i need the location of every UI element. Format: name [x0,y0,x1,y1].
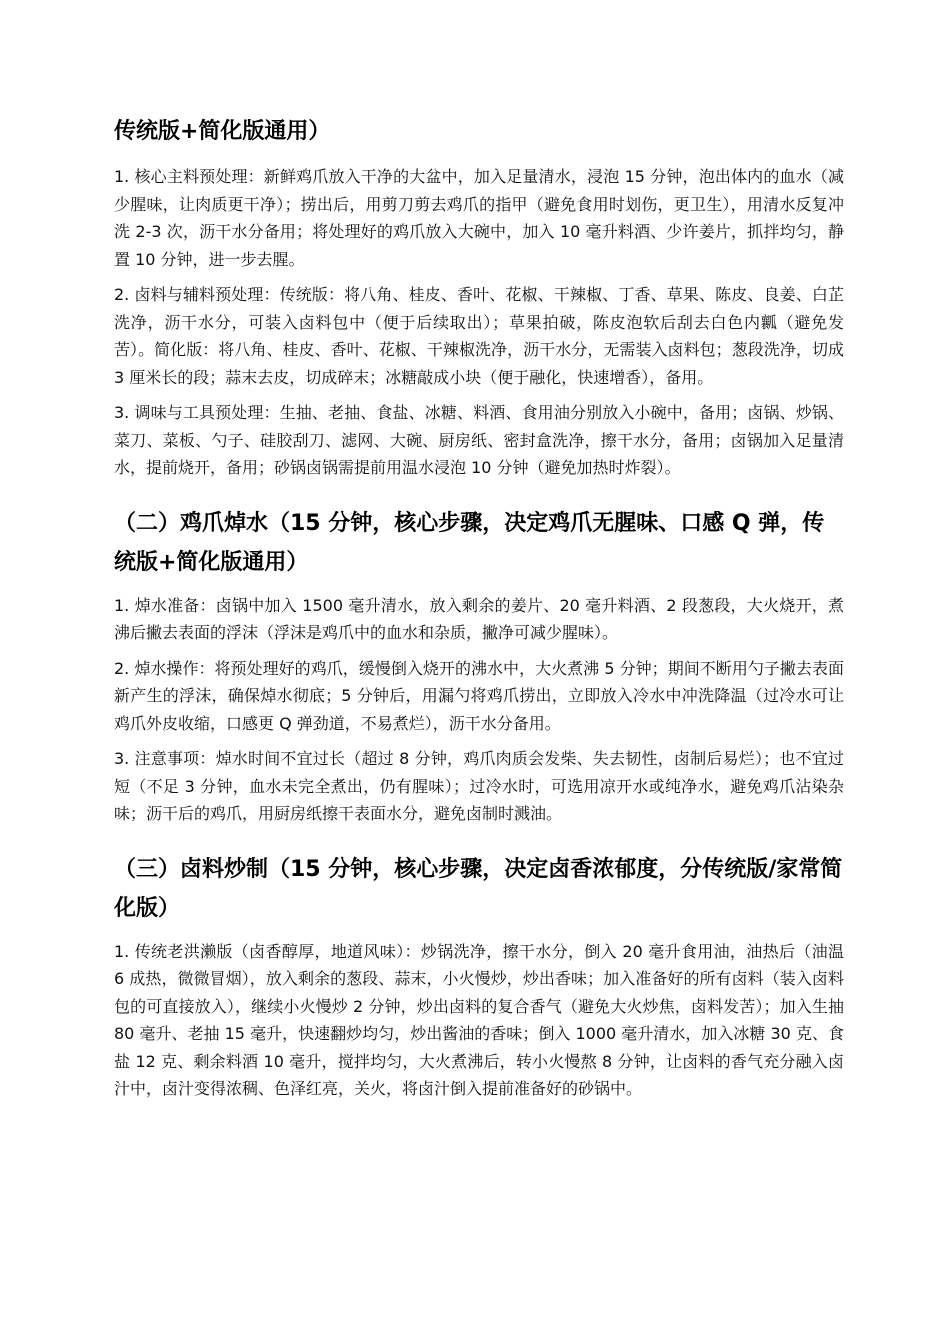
prep-paragraph-1: 1. 核心主料预处理：新鲜鸡爪放入干净的大盆中，加入足量清水，浸泡 15 分钟，泡出体内的血水（减少腥味，让肉质更干净）；捞出后，用剪刀剪去鸡爪的指甲（避免食用时划伤，更卫生），用清水反复冲洗 2-3 次，沥干水分备用；将处理好的鸡爪放入大碗中，加入 10 毫升料酒、少许姜片，抓拌均匀，静置 10 分钟，进一步去腥。 [114,167,844,269]
blanching-paragraph-3: 3. 注意事项：焯水时间不宜过长（超过 8 分钟，鸡爪肉质会发柴、失去韧性，卤制后易烂）；也不宜过短（不足 3 分钟，血水未完全煮出，仍有腥味）；过冷水时，可选用凉开水或纯净水，避免鸡爪沾染杂味；沥干后的鸡爪，用厨房纸擦干表面水分，避免卤制时溅油。 [114,749,844,823]
blanching-paragraph-2: 2. 焯水操作：将预处理好的鸡爪，缓慢倒入烧开的沸水中，大火煮沸 5 分钟；期间不断用勺子撇去表面新产生的浮沫，确保焯水彻底；5 分钟后，用漏勺将鸡爪捞出，立即放入冷水中冲洗降温（过冷水可让鸡爪外皮收缩，口感更 Q 弹劲道，不易煮烂），沥干水分备用。 [114,658,844,733]
stir-fry-paragraph-1: 1. 传统老洪濑版（卤香醇厚，地道风味）：炒锅洗净，擦干水分，倒入 20 毫升食用油，油热后（油温 6 成热，微微冒烟），放入剩余的葱段、蒜末，小火慢炒，炒出香味；加入准备好的所有卤料（装入卤料包的可直接放入），继续小火慢炒 2 分钟，炒出卤料的复合香气（避免大火炒焦，卤料发苦）；加入生抽 80 毫升、老抽 15 毫升，快速翻炒均匀，炒出酱油的香味；倒入 1000 毫升清水，加入冰糖 30 克、食盐 12 克、剩余料酒 10 毫升，搅拌均匀，大火煮沸后，转小火慢熬 8 分钟，让卤料的香气充分融入卤汁中，卤汁变得浓稠、色泽红亮，关火，将卤汁倒入提前准备好的砂锅中。 [114,941,844,1098]
prep-paragraph-2: 2. 卤料与辅料预处理：传统版：将八角、桂皮、香叶、花椒、干辣椒、丁香、草果、陈皮、良姜、白芷洗净，沥干水分，可装入卤料包中（便于后续取出）；草果拍破，陈皮泡软后刮去白色内瓤（避免发苦）。简化版：将八角、桂皮、香叶、花椒、干辣椒洗净，沥干水分，无需装入卤料包；葱段洗净，切成 3 厘米长的段；蒜末去皮，切成碎末；冰糖敲成小块（便于融化，快速增香），备用。 [114,285,844,387]
blanching-paragraph-1: 1. 焯水准备：卤锅中加入 1500 毫升清水，放入剩余的姜片、20 毫升料酒、2 段葱段，大火烧开，煮沸后撇去表面的浮沫（浮沫是鸡爪中的血水和杂质，撇净可减少腥味）。 [114,595,844,642]
section-2-heading: （二）鸡爪焯水（15 分钟，核心步骤，决定鸡爪无腥味、口感 Q 弹，传统版+简化版通用） [114,510,825,575]
section-3-heading: （三）卤料炒制（15 分钟，核心步骤，决定卤香浓郁度，分传统版/家常简化版） [114,856,843,921]
section-heading-continuation: 传统版+简化版通用） [114,119,331,144]
prep-paragraph-3: 3. 调味与工具预处理：生抽、老抽、食盐、冰糖、料酒、食用油分别放入小碗中，备用；卤锅、炒锅、菜刀、菜板、勺子、硅胶刮刀、滤网、大碗、厨房纸、密封盒洗净，擦干水分，备用；卤锅加入足量清水，提前烧开，备用；砂锅卤锅需提前用温水浸泡 10 分钟（避免加热时炸裂）。 [114,403,844,477]
document-content [114,112,844,1103]
